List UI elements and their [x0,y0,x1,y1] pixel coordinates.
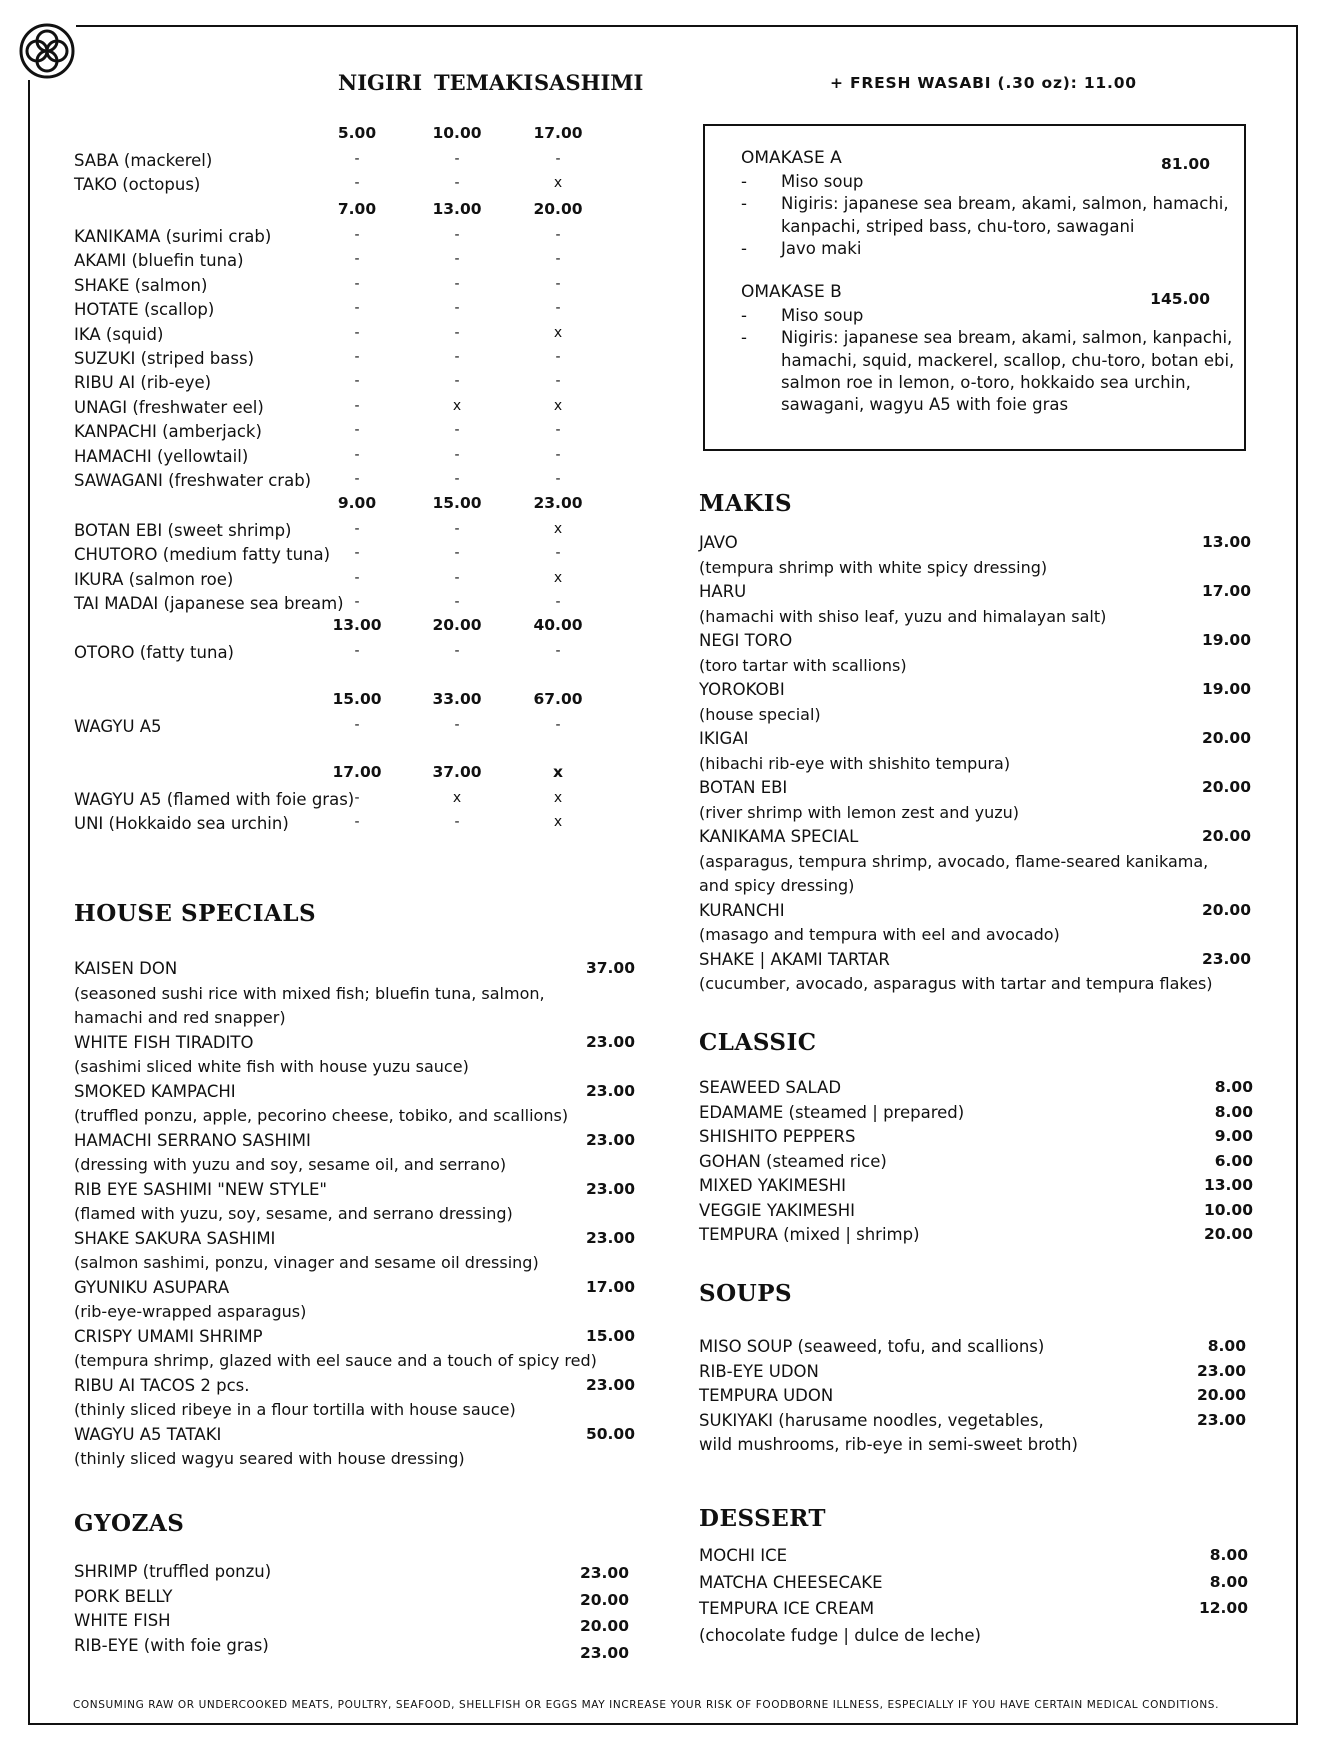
classic-item-price: 9.00 [1214,1127,1253,1145]
column-price: 9.00 [337,494,377,512]
availability-mark: - [454,446,460,463]
omakase-line: kanpachi, striped bass, chu-toro, sawagani [781,216,1135,236]
availability-mark: - [354,790,360,806]
soups-item-name: MISO SOUP (seaweed, tofu, and scallions) [699,1337,1045,1356]
classic-item-name: GOHAN (steamed rice) [699,1151,887,1171]
nigiri-title: NIGIRI [338,70,423,95]
omakase-bullet: - [741,172,747,191]
maki-description: (river shrimp with lemon zest and yuzu) [699,802,1020,822]
maki-description: and spicy dressing) [699,876,855,895]
availability-mark: - [555,422,561,439]
availability-mark: - [354,227,360,243]
nigiri-item-name: KANIKAMA (surimi crab) [74,227,272,246]
availability-mark: x [452,790,462,806]
dessert-item-price: 8.00 [1209,1546,1248,1564]
soups-item-name: SUKIYAKI (harusame noodles, vegetables, [699,1410,1044,1430]
maki-name: KURANCHI [699,900,785,920]
nigiri-item-name: OTORO (fatty tuna) [74,643,234,662]
house-special-price: 23.00 [585,1032,635,1051]
maki-name: KANIKAMA SPECIAL [699,827,859,846]
column-price: 37.00 [432,763,482,781]
maki-description: (house special) [699,704,821,724]
maki-name: JAVO [699,533,738,552]
availability-mark: - [354,446,360,463]
maki-price: 20.00 [1201,778,1251,796]
makis-heading: MAKIS [699,490,793,517]
column-price: 7.00 [337,200,377,218]
maki-name: SHAKE | AKAMI TARTAR [699,949,890,969]
availability-mark: - [454,373,460,390]
column-price: 15.00 [332,690,382,708]
nigiri-item-name: SUZUKI (striped bass) [74,349,255,368]
house-special-description: (seasoned sushi rice with mixed fish; bluefin tuna, salmon, [74,983,545,1003]
nigiri-item-name: WAGYU A5 [74,717,162,736]
dessert-item-price: 12.00 [1198,1599,1248,1617]
availability-mark: - [555,717,561,733]
availability-mark: - [354,349,360,365]
gyozas-heading: GYOZAS [74,1510,185,1537]
nigiri-item-name: RIBU AI (rib-eye) [74,373,212,393]
column-price: 17.00 [533,124,583,142]
maki-price: 23.00 [1201,949,1251,968]
availability-mark: - [454,349,460,365]
column-price: 10.00 [432,124,482,142]
availability-mark: - [354,251,360,268]
gyoza-price: 20.00 [579,1617,629,1635]
classic-item-price: 10.00 [1203,1200,1253,1219]
availability-mark: - [555,300,561,317]
column-price: 17.00 [332,763,382,781]
classic-item-name: EDAMAME (steamed | prepared) [699,1102,965,1122]
availability-mark: - [354,569,360,586]
nigiri-item-name: TAKO (octopus) [74,175,201,195]
omakase-bullet: - [741,194,747,214]
house-special-price: 50.00 [585,1424,635,1443]
maki-description: (hibachi rib-eye with shishito tempura) [699,753,1011,773]
omakase-line: salmon roe in lemon, o-toro, hokkaido sea urchin, [781,372,1191,392]
house-special-name: HAMACHI SERRANO SASHIMI [74,1130,311,1150]
maki-description: (toro tartar with scallions) [699,655,907,675]
availability-mark: - [354,373,360,390]
availability-mark: x [452,397,462,414]
gyoza-name: PORK BELLY [74,1586,173,1606]
house-special-name: RIB EYE SASHIMI "NEW STYLE" [74,1179,327,1199]
availability-mark: - [454,275,460,292]
availability-mark: - [555,349,561,365]
column-price: 13.00 [332,616,382,634]
availability-mark: - [454,643,460,659]
omakase-bullet: - [741,328,747,348]
classic-item-name: TEMPURA (mixed | shrimp) [699,1225,920,1244]
availability-mark: - [354,521,360,537]
fresh-wasabi-note: + FRESH WASABI (.30 oz): 11.00 [830,74,1137,92]
nigiri-item-name: IKURA (salmon roe) [74,569,234,589]
nigiri-item-name: SAWAGANI (freshwater crab) [74,471,312,490]
omakase-line: Nigiris: japanese sea bream, akami, salmon, kanpachi, [781,328,1233,348]
house-special-description: (flamed with yuzu, soy, sesame, and serrano dressing) [74,1204,513,1223]
column-price: 13.00 [432,200,482,218]
classic-heading: CLASSIC [699,1029,817,1056]
maki-description: (tempura shrimp with white spicy dressing) [699,557,1048,577]
availability-mark: - [555,251,561,268]
nigiri-item-name: HAMACHI (yellowtail) [74,446,249,466]
house-special-description: (truffled ponzu, apple, pecorino cheese, tobiko, and scallions) [74,1106,569,1125]
column-price: 20.00 [432,616,482,634]
house-special-name: WHITE FISH TIRADITO [74,1032,254,1052]
house-special-description: (salmon sashimi, ponzu, vinager and sesame oil dressing) [74,1253,539,1272]
soups-item-price: 23.00 [1196,1410,1246,1429]
column-price: 40.00 [533,616,583,634]
classic-item-name: SEAWEED SALAD [699,1078,842,1097]
nigiri-item-name: UNI (Hokkaido sea urchin) [74,814,289,834]
classic-item-price: 8.00 [1214,1102,1253,1121]
column-price: 5.00 [337,124,377,142]
omakase-line: Nigiris: japanese sea bream, akami, salmon, hamachi, [781,194,1229,214]
classic-item-price: 6.00 [1214,1151,1253,1170]
availability-mark: - [354,175,360,192]
house-special-description: (thinly sliced ribeye in a flour tortilla with house sauce) [74,1400,516,1419]
soups-item-price: 20.00 [1196,1386,1246,1404]
availability-mark: - [555,594,561,611]
maki-price: 20.00 [1201,729,1251,747]
availability-mark: - [454,814,460,831]
nigiri-item-name: UNAGI (freshwater eel) [74,397,264,417]
temaki-title: TEMAKI [434,70,534,95]
column-price: 23.00 [533,494,583,512]
house-special-description: (sashimi sliced white fish with house yuzu sauce) [74,1057,469,1076]
availability-mark: - [454,717,460,733]
omakase-price: 81.00 [1160,155,1210,173]
omakase-line: hamachi, squid, mackerel, scallop, chu-toro, botan ebi, [781,350,1235,370]
availability-mark: - [555,151,561,167]
availability-mark: - [454,594,460,611]
house-special-description: hamachi and red snapper) [74,1008,286,1027]
availability-mark: - [555,227,561,243]
maki-price: 19.00 [1201,631,1251,649]
house-special-description: (rib-eye-wrapped asparagus) [74,1302,307,1321]
dessert-item-name: TEMPURA ICE CREAM [699,1599,875,1618]
house-specials-heading: HOUSE SPECIALS [74,900,317,927]
classic-item-name: SHISHITO PEPPERS [699,1127,856,1146]
availability-mark: x [553,324,563,341]
nigiri-item-name: IKA (squid) [74,324,164,344]
availability-mark: - [454,324,460,341]
house-special-description: (dressing with yuzu and soy, sesame oil, and serrano) [74,1155,507,1174]
availability-mark: - [454,471,460,487]
nigiri-item-name: BOTAN EBI (sweet shrimp) [74,521,292,540]
omakase-line: Miso soup [781,306,864,325]
classic-item-price: 8.00 [1214,1078,1253,1096]
availability-mark: - [555,643,561,659]
dessert-item-name: MOCHI ICE [699,1546,788,1565]
gyoza-name: SHRIMP (truffled ponzu) [74,1562,272,1581]
availability-mark: x [553,397,563,414]
classic-item-name: MIXED YAKIMESHI [699,1176,846,1195]
availability-mark: - [354,151,360,167]
availability-mark: - [454,151,460,167]
maki-price: 13.00 [1201,533,1251,551]
house-special-name: WAGYU A5 TATAKI [74,1424,222,1444]
nigiri-item-name: SHAKE (salmon) [74,275,208,295]
maki-name: NEGI TORO [699,631,793,650]
availability-mark: - [454,175,460,192]
availability-mark: - [555,275,561,292]
house-special-price: 23.00 [585,1081,635,1100]
gyoza-name: WHITE FISH [74,1611,171,1630]
maki-description: (masago and tempura with eel and avocado) [699,925,1060,944]
nigiri-item-name: TAI MADAI (japanese sea bream) [74,594,344,614]
nigiri-item-name: HOTATE (scallop) [74,300,215,320]
house-special-name: GYUNIKU ASUPARA [74,1277,230,1297]
availability-mark: - [555,446,561,463]
soups-item-price: 23.00 [1196,1361,1246,1380]
omakase-title: OMAKASE A [741,148,842,168]
omakase-price: 145.00 [1150,290,1210,308]
availability-mark: - [454,251,460,268]
availability-mark: - [454,422,460,439]
omakase-line: sawagani, wagyu A5 with foie gras [781,395,1069,415]
maki-price: 17.00 [1201,582,1251,600]
house-special-price: 37.00 [585,959,635,977]
gyoza-price: 20.00 [579,1591,629,1609]
dessert-heading: DESSERT [699,1505,827,1532]
availability-mark: - [354,545,360,562]
soups-item-name: RIB-EYE UDON [699,1361,819,1381]
availability-mark: - [454,569,460,586]
soups-item-name: TEMPURA UDON [699,1386,834,1405]
house-special-name: KAISEN DON [74,959,178,978]
availability-mark: - [354,471,360,487]
house-special-name: SMOKED KAMPACHI [74,1081,236,1101]
availability-mark: x [553,521,563,537]
availability-mark: - [354,275,360,292]
availability-mark: - [354,814,360,831]
dessert-item-name: (chocolate fudge | dulce de leche) [699,1625,981,1645]
omakase-bullet: - [741,306,747,325]
soups-item-name: wild mushrooms, rib-eye in semi-sweet broth) [699,1435,1078,1454]
availability-mark: - [354,300,360,317]
maki-price: 20.00 [1201,827,1251,845]
availability-mark: x [553,814,563,831]
house-special-price: 23.00 [585,1130,635,1149]
availability-mark: - [454,521,460,537]
maki-name: IKIGAI [699,729,749,748]
soups-heading: SOUPS [699,1280,793,1307]
availability-mark: - [354,643,360,659]
dessert-item-price: 8.00 [1209,1572,1248,1591]
gyoza-name: RIB-EYE (with foie gras) [74,1635,269,1655]
availability-mark: x [553,569,563,586]
flower-logo-icon [18,22,76,80]
nigiri-item-name: SABA (mackerel) [74,151,213,170]
house-special-price: 23.00 [585,1375,635,1394]
foodborne-illness-disclaimer: CONSUMING RAW OR UNDERCOOKED MEATS, POULTRY, SEAFOOD, SHELLFISH OR EGGS MAY INCREASE YOUR RISK OF FOODBORNE ILLNESS, ESPECIALLY IF YOU HAVE CERTAIN MEDICAL CONDITIONS. [73,1699,1220,1711]
nigiri-item-name: AKAMI (bluefin tuna) [74,251,244,271]
availability-mark: - [555,471,561,487]
availability-mark: x [553,790,563,806]
maki-price: 20.00 [1201,900,1251,919]
house-special-price: 23.00 [585,1228,635,1247]
gyoza-price: 23.00 [579,1644,629,1662]
classic-item-price: 13.00 [1203,1176,1253,1194]
soups-item-price: 8.00 [1207,1337,1246,1355]
house-special-name: RIBU AI TACOS 2 pcs. [74,1375,250,1395]
maki-description: (cucumber, avocado, asparagus with tartar and tempura flakes) [699,974,1213,993]
omakase-title: OMAKASE B [741,282,842,302]
house-special-price: 17.00 [585,1277,635,1296]
column-price: 67.00 [533,690,583,708]
nigiri-item-name: KANPACHI (amberjack) [74,422,262,442]
column-price: x [553,763,563,781]
house-special-description: (tempura shrimp, glazed with eel sauce and a touch of spicy red) [74,1351,597,1370]
availability-mark: - [354,594,360,611]
availability-mark: - [555,373,561,390]
nigiri-item-name: CHUTORO (medium fatty tuna) [74,545,331,565]
house-special-name: SHAKE SAKURA SASHIMI [74,1228,276,1248]
dessert-item-name: MATCHA CHEESECAKE [699,1572,883,1592]
maki-name: HARU [699,582,747,601]
maki-description: (asparagus, tempura shrimp, avocado, flame-seared kanikama, [699,851,1209,871]
maki-price: 19.00 [1201,680,1251,698]
sashimi-title: SASHIMI [534,70,644,95]
maki-name: YOROKOBI [699,680,785,699]
availability-mark: - [354,422,360,439]
omakase-bullet: - [741,238,747,258]
availability-mark: - [354,324,360,341]
nigiri-item-name: WAGYU A5 (flamed with foie gras) [74,790,355,809]
classic-item-price: 20.00 [1203,1225,1253,1243]
omakase-line: Javo maki [781,238,862,258]
availability-mark: - [354,397,360,414]
column-price: 33.00 [432,690,482,708]
availability-mark: x [553,175,563,192]
availability-mark: - [454,227,460,243]
column-price: 20.00 [533,200,583,218]
house-special-description: (thinly sliced wagyu seared with house dressing) [74,1449,465,1468]
maki-name: BOTAN EBI [699,778,788,797]
classic-item-name: VEGGIE YAKIMESHI [699,1200,856,1220]
omakase-line: Miso soup [781,172,864,191]
house-special-price: 15.00 [585,1326,635,1345]
maki-description: (hamachi with shiso leaf, yuzu and himalayan salt) [699,606,1107,626]
availability-mark: - [555,545,561,562]
availability-mark: - [454,545,460,562]
gyoza-price: 23.00 [579,1564,629,1582]
column-price: 15.00 [432,494,482,512]
availability-mark: - [354,717,360,733]
house-special-price: 23.00 [585,1179,635,1198]
availability-mark: - [454,300,460,317]
house-special-name: CRISPY UMAMI SHRIMP [74,1326,263,1346]
